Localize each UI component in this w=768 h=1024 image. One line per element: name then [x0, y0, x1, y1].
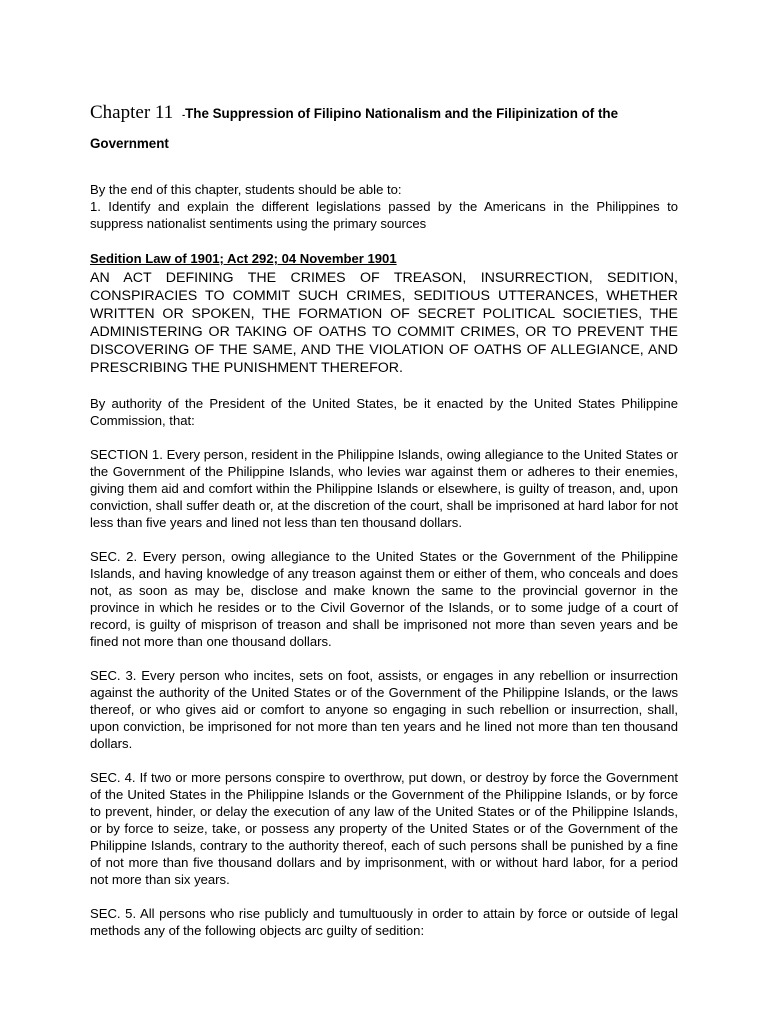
chapter-dash: -	[182, 110, 186, 120]
law-heading: Sedition Law of 1901; Act 292; 04 November 1901	[90, 251, 397, 266]
act-title: AN ACT DEFINING THE CRIMES OF TREASON, INSURRECTION, SEDITION, CONSPIRACIES TO COMMIT SUCH CRIMES, SEDITIOUS UTTERANCES, WHETHER WRITTEN OR SPOKEN, THE FORMATION OF SECRET POLITICAL SOCIETIES, THE ADMINISTERING OR TAKING OF OATHS TO COMMIT CRIMES, OR TO PREVENT THE DISCOVERING OF THE SAME, AND THE VIOLATION OF OATHS OF ALLEGIANCE, AND PRESCRIBING THE PUNISHMENT THEREFOR.	[90, 270, 678, 377]
chapter-label: Chapter 11	[90, 102, 174, 123]
section-5: SEC. 5. All persons who rise publicly and tumultuously in order to attain by force or outside of legal methods any of the following objects arc guilty of sedition:	[90, 905, 678, 938]
objective-item: 1. Identify and explain the different legislations passed by the Americans in the Philippines to suppress nationalist sentiments using the primary sources	[90, 199, 678, 231]
chapter-title: The Suppression of Filipino Nationalism and the Filipinization of the Government	[90, 106, 619, 151]
section-4: SEC. 4. If two or more persons conspire to overthrow, put down, or destroy by force the Government of the United States in the Philippine Islands or the Government of the Philippine Islands, or by force to prevent, hinder, or delay the execution of any law of the United States or of the Philippine Islands, or by force to seize, take, or possess any property of the United States or of the Government of the Philippine Islands, contrary to the authority thereof, each of such persons shall be punished by a fine of not more than five thousand dollars and by imprisonment, with or without hard labor, for a period not more than six years.	[90, 769, 678, 887]
section-1: SECTION 1. Every person, resident in the Philippine Islands, owing allegiance to the United States or the Government of the Philippine Islands, who levies war against them or adheres to their enemies, giving them aid and comfort within the Philippine Islands or elsewhere, is guilty of treason, and, upon conviction, shall suffer death or, at the discretion of the court, shall be imprisoned at hard labor for not less than five years and lined not less than ten thousand dollars.	[90, 446, 678, 530]
chapter-heading	[90, 96, 678, 155]
enacting-clause: By authority of the President of the United States, be it enacted by the United States Philippine Commission, that:	[90, 395, 678, 428]
objectives-intro: By the end of this chapter, students should be able to:	[90, 182, 402, 197]
section-2: SEC. 2. Every person, owing allegiance to the United States or the Government of the Philippine Islands, and having knowledge of any treason against them or either of them, who conceals and does not, as soon as may be, disclose and make known the same to the provincial governor in the province in which he resides or to the Civil Governor of the Islands, or to some judge of a court of record, is guilty of misprison of treason and shall be imprisoned not more than seven years and be fined not more than one thousand dollars.	[90, 548, 678, 649]
document-page	[90, 96, 678, 952]
section-3: SEC. 3. Every person who incites, sets on foot, assists, or engages in any rebellion or insurrection against the authority of the United States or of the Government of the Philippine Islands, or the laws thereof, or who gives aid or comfort to anyone so engaging in such rebellion or insurrection, shall, upon conviction, be imprisoned for not more than ten years and he lined not more than ten thousand dollars.	[90, 667, 678, 751]
learning-objectives	[90, 181, 678, 232]
